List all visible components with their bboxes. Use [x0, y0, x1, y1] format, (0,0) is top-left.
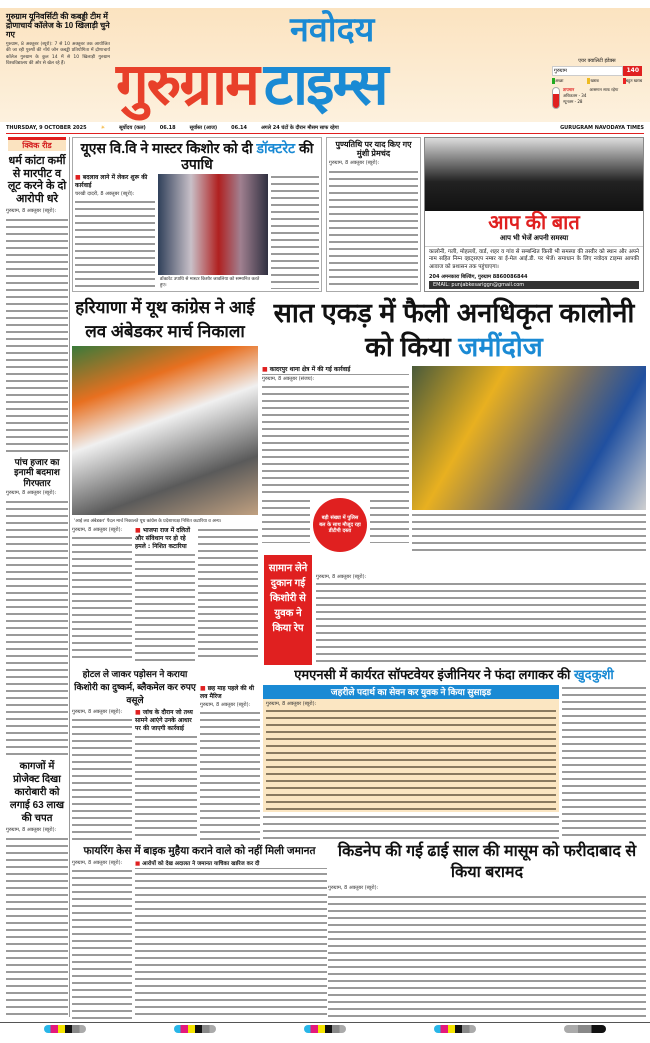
logo-row: [116, 52, 550, 118]
colony-story: [262, 296, 646, 552]
quick-read-label: क्विक रीड: [8, 137, 66, 151]
logo-navodaya: नवोदय: [290, 11, 375, 49]
colony-body-1: [262, 384, 409, 497]
aqi-legend-bad: खराब: [587, 78, 598, 84]
premchand-body: [329, 169, 418, 289]
doctorate-photo: [158, 174, 268, 275]
hotel-body-2: [135, 734, 197, 840]
mnc-body-2: [263, 814, 559, 840]
mnc-subhead: ■ छह माह पहले की थी लव मैरिज: [200, 685, 260, 701]
masthead: [0, 8, 650, 122]
colony-subhead: ■ कादरपुर थाना क्षेत्र में की गई कार्रवाई: [262, 366, 409, 375]
aap-ki-baat-address: 204 अमनकारा बिल्डिंग, गुरुग्राम 8860086844: [429, 274, 528, 280]
premchand-headline: पुण्यतिथि पर याद किए गए मुंशी प्रेमचंद: [335, 140, 412, 159]
aqi-city: गुरुग्राम: [552, 66, 623, 76]
quick-read-headline-2: पांच हजार का इनामी बदमाश गिरफ्तार: [14, 456, 60, 488]
rape-story: [316, 574, 646, 663]
top-story-headline: गुरुग्राम यूनिवर्सिटी की कबड्डी टीम में द्रोणाचार्य कॉलेज के 10 खिलाड़ी चुने गए: [6, 12, 110, 40]
aqi-legend-very-bad: बहुत खराब: [623, 78, 642, 84]
firing-body-2: [135, 871, 327, 1019]
hotel-story: [72, 668, 198, 840]
kidnap-lead: गुरुग्राम, 8 अक्तूबर (ब्यूरो):: [328, 885, 379, 891]
aap-ki-baat-email: EMAIL: punjabkesariggn@gmail.com: [429, 281, 639, 289]
mnc-lead: गुरुग्राम, 8 अक्तूबर (ब्यूरो):: [200, 701, 251, 708]
colony-headline: सात एकड़ में फैली अनधिकृत कालोनी को किया जमींदोज: [273, 298, 635, 362]
mnc-banner: जहरीले पदार्थ का सेवन कर युवक ने किया सुसाइड: [263, 685, 559, 699]
doctorate-story: [72, 137, 322, 292]
hotel-lead: गुरुग्राम, 8 अक्तूबर (ब्यूरो):: [72, 709, 123, 715]
haryana-subhead: ■ भाजपा राज में दलितों और संविधान पर हो रहे हमले : निशित कटारिया: [135, 527, 195, 551]
top-story: [6, 12, 110, 68]
haryana-photo: [72, 346, 258, 515]
sunrise-label: सूर्योदय (कल): [119, 125, 146, 131]
haryana-body-2: [135, 552, 195, 661]
temperature-label: तापमान: [563, 87, 575, 92]
logo-times: टाइम्स: [263, 52, 387, 117]
aap-ki-baat-box: [424, 137, 644, 292]
aqi-box: [552, 58, 642, 109]
haryana-lead: गुरुग्राम, 8 अक्तूबर (ब्यूरो):: [72, 527, 123, 533]
thermometer-icon: [552, 87, 560, 109]
temp-min: न्यूनतम - 28: [563, 99, 583, 104]
quick-read-headline-1: धर्म कांटा कर्मी से मारपीट व लूट करने के दो आरोपी धरे: [7, 155, 67, 205]
mnc-story: [200, 668, 646, 840]
colony-photo: [412, 366, 646, 510]
sunset-time: 06.14: [231, 125, 247, 131]
kidnap-headline: किडनेप की गई ढाई साल की मासूम को फरीदाबाद से किया बरामद: [337, 843, 637, 881]
colony-body-2b: [370, 498, 409, 543]
haryana-body-1: [72, 535, 132, 661]
doctorate-caption: डॉक्टरेट उपाधि से मास्टर किशोर जावलिया को सम्मानित करते हुए।: [160, 277, 260, 288]
mnc-box: [263, 699, 559, 812]
quick-read-column: [6, 155, 68, 1020]
mnc-box-body: [266, 708, 556, 810]
haryana-caption: 'आई लव अंबेडकर' पैदल मार्च निकालते यूथ कांग्रेस के प्रदेशाध्यक्ष निशित कटारिया व अन्य।: [74, 519, 222, 524]
mnc-box-lead: गुरुग्राम, 8 अक्तूबर (ब्यूरो):: [266, 700, 317, 707]
top-story-body: गुरुग्राम, 8 अक्तूबर (ब्यूरो): 7 से 10 अक्तूबर तक आयोजित की जा रही पुरुषों की नॉर्थ जोन कबड्डी प्रतियोगिता में द्रोणाचार्य कॉलेज गुरुग्राम के कुल 14 में से 10 खिलाड़ी गुरुग्राम विश्वविद्यालय की ओर से खेल रहे हैं।: [6, 41, 110, 67]
colony-body-3: [412, 512, 646, 552]
forecast: अगले 24 घंटों के दौरान मौसम साफ रहेगा: [260, 125, 339, 131]
quick-read-body-2: [6, 499, 68, 755]
date: THURSDAY, 9 OCTOBER 2025: [6, 125, 87, 131]
firing-headline: फायरिंग केस में बाइक मुहैया कराने वाले को नहीं मिली जमानत: [83, 845, 316, 857]
firing-body-1: [72, 868, 132, 1019]
doctorate-lead: चरखी दादरी, 8 अक्तूबर (ब्यूरो):: [75, 191, 135, 198]
crowd-illustration: [425, 138, 643, 211]
weather-note: आसमान साफ रहेगा: [589, 87, 619, 92]
mnc-body-3: [562, 685, 646, 840]
rape-lead: गुरुग्राम, 8 अक्तूबर (ब्यूरो):: [316, 574, 367, 580]
premchand-lead: गुरुग्राम, 8 अक्तूबर (ब्यूरो):: [329, 160, 380, 167]
temp-max: अधिकतम - 34: [563, 93, 587, 98]
quick-read-headline-3: कागजों में प्रोजेक्ट दिखा कारोबारी को लगाई 63 लाख की चपत: [9, 760, 65, 824]
quick-read-lead-1: गुरुग्राम, 8 अक्तूबर (ब्यूरो):: [6, 207, 57, 214]
paper-name: GURUGRAM NAVODAYA TIMES: [560, 125, 644, 131]
sunset-label: सूर्यास्त (आज): [189, 125, 218, 131]
logo-gurugram: गुरुग्राम: [116, 52, 258, 117]
firing-story: [72, 845, 327, 1019]
colony-lead: गुरुग्राम, 8 अक्तूबर (संजय):: [262, 376, 315, 382]
aqi-title: एयर क्वालिटी इंडेक्स: [578, 58, 616, 64]
quick-read-body-1: [6, 217, 68, 452]
doctorate-body-2: [271, 174, 319, 289]
quick-read-body-3: [6, 836, 68, 1020]
color-registration-marks: [0, 1022, 650, 1034]
rape-body: [316, 581, 646, 663]
haryana-headline: हरियाणा में यूथ कांग्रेस ने आई लव अंबेडकर मार्च निकाला: [75, 298, 255, 341]
aap-ki-baat-title: आप की बात: [488, 212, 580, 235]
kidnap-story: [328, 841, 646, 1019]
doctorate-headline: यूएस वि.वि ने मास्टर किशोर को दी डॉक्टरेट की उपाधि: [80, 140, 314, 173]
mnc-body-1: [200, 710, 260, 840]
quick-read-lead-3: गुरुग्राम, 8 अक्तूबर (ब्यूरो):: [6, 826, 57, 833]
aqi-value: 140: [623, 66, 642, 76]
hotel-headline: होटल ले जाकर पड़ोसन ने कराया किशोरी का दुष्कर्म, ब्लैकमेल कर रुपए वसूले: [74, 669, 196, 705]
colony-body-2: [262, 498, 310, 543]
hotel-subhead: ■ जांच के दौरान जो तथ्य सामने आएंगे उनके आधार पर की जाएगी कार्रवाई: [135, 709, 197, 733]
doctorate-subhead: ■ बदलाव लाने में लेकर शुरू की कार्रवाई: [75, 174, 155, 190]
sun-icon: ☀: [100, 125, 106, 131]
colony-callout: बड़ी संख्या में पुलिस बल के साथ मौजूद रहा डीटीपी दस्ता: [313, 498, 367, 552]
quick-read-lead-2: गुरुग्राम, 8 अक्तूबर (ब्यूरो):: [6, 489, 57, 496]
mnc-headline: एमएनसी में कार्यरत सॉफ्टवेयर इंजीनियर ने फंदा लगाकर की खुदकुशी: [294, 667, 614, 682]
haryana-story: [72, 296, 258, 661]
firing-lead: गुरुग्राम, 8 अक्तूबर (ब्यूरो):: [72, 860, 123, 867]
aap-ki-baat-body: कालोनी, गली, मोहल्लों, वार्ड, शहर व गांव से सम्बन्धित किसी भी समस्या की तस्वीर को स्थान और अपने नाम सहित निम्न व्हाट्सएप नम्बर या ई-मेल आई.डी. पर भेजें। समाधान के लिए नवोदय टाइम्स आपकी आवाज को प्रशासन तक पहुंचाएगा।: [429, 248, 639, 270]
dateline-bar: [6, 123, 644, 134]
firing-subhead: ■ आरोपों को देख अदालत ने जमानत याचिका खारिज कर दी: [135, 860, 327, 869]
hotel-body-1: [72, 717, 132, 840]
premchand-story: [326, 137, 421, 292]
doctorate-body: [75, 199, 155, 289]
sunrise-time: 06.18: [159, 125, 176, 131]
aap-ki-baat-sub: आप भी भेजें अपनी समस्या: [425, 235, 643, 246]
aqi-legend-good: अच्छा: [552, 78, 563, 84]
rape-headline-box: सामान लेने दुकान गई किशोरी से युवक ने किया रेप: [264, 555, 312, 665]
haryana-body-3: [198, 527, 258, 661]
kidnap-body: [328, 894, 646, 1019]
